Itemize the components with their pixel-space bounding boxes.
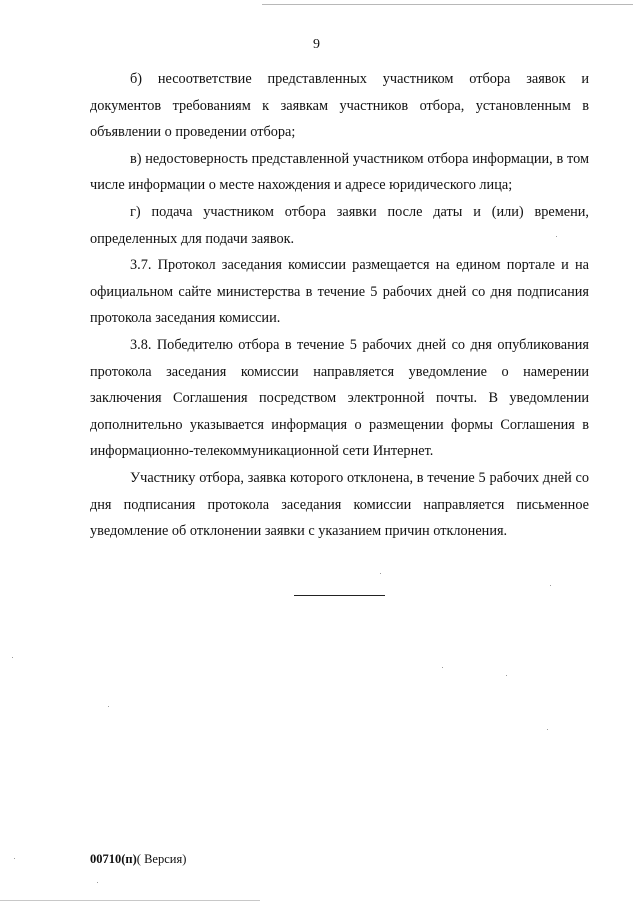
scan-speck: [108, 706, 109, 707]
document-version: ( Версия): [136, 852, 187, 866]
document-code: 00710(п): [90, 852, 137, 866]
scan-speck: [556, 236, 557, 237]
paragraph-b: б) несоответствие представленных участником отбора заявок и документов требованиям к заявкам участников отбора, установленным в объявлении о проведении отбора;: [90, 71, 589, 141]
scan-speck: [380, 573, 381, 574]
document-body: [90, 66, 589, 545]
scan-speck: [442, 667, 443, 668]
scan-speck: [506, 675, 507, 676]
paragraph-3-8: 3.8. Победителю отбора в течение 5 рабочих дней со дня опубликования протокола заседания комиссии направляется уведомление о намерении заключения Соглашения посредством электронной почты. В уведомлении дополнительно указывается информация о размещении формы Соглашения в информационно-телекоммуникационной сети Интернет.: [90, 336, 589, 460]
scan-speck: [12, 657, 13, 658]
scan-speck: [550, 585, 551, 586]
page-number: 9: [313, 37, 320, 52]
scan-edge-top: [262, 4, 633, 5]
paragraph-rejection-notice: Участнику отбора, заявка которого отклонена, в течение 5 рабочих дней со дня подписания протокола заседания комиссии направляется письменное уведомление об отклонении заявки с указанием причин отклонения.: [90, 469, 589, 540]
document-footer: [90, 852, 186, 867]
scan-speck: [547, 729, 548, 730]
end-of-text-rule: [294, 595, 385, 596]
paragraph-g: г) подача участником отбора заявки после даты и (или) времени, определенных для подачи заявок.: [90, 203, 589, 247]
paragraph-v: в) недостоверность представленной участником отбора информации, в том числе информации о месте нахождения и адресе юридического лица;: [90, 150, 589, 194]
scan-speck: [14, 858, 15, 859]
scan-speck: [97, 882, 98, 883]
paragraph-3-7: 3.7. Протокол заседания комиссии размещается на едином портале и на официальном сайте министерства в течение 5 рабочих дней со дня подписания протокола заседания комиссии.: [90, 257, 589, 327]
scan-edge-bottom: [0, 900, 260, 901]
